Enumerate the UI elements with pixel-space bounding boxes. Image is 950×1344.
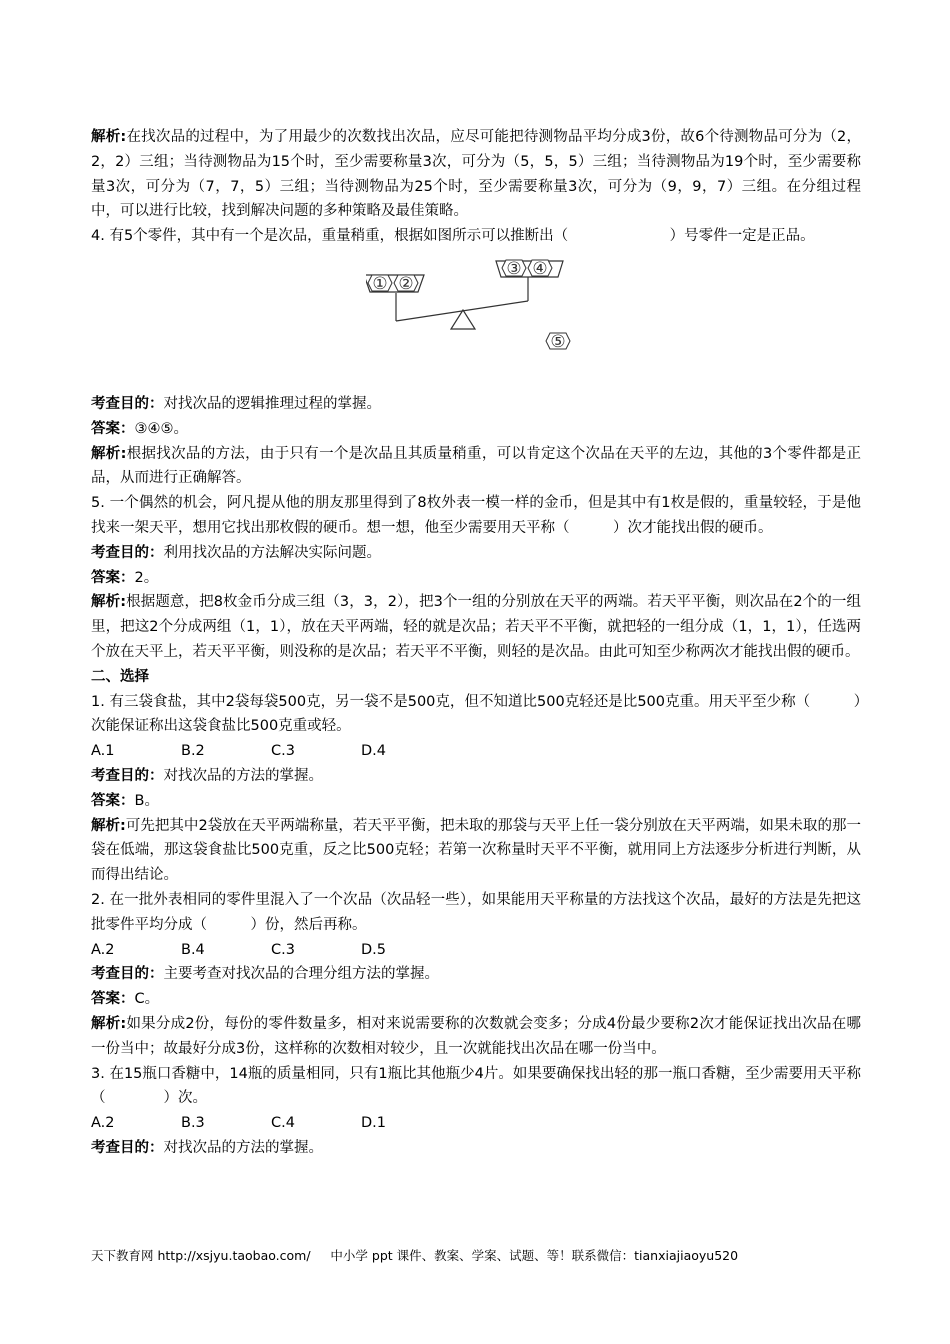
question-5: 5. 一个偶然的机会，阿凡提从他的朋友那里得到了8枚外表一模一样的金币，但是其中有1枚是假的，重量较轻，于是他找来一架天平，想用它找出那枚假的硬币。想一想，他至少需要用天平称（ ）次才能找出假的硬币。 (91, 495, 861, 536)
option-d: D.4 (361, 743, 386, 760)
option-a: A.2 (91, 941, 115, 958)
analysis-label: 解析: (91, 594, 127, 611)
analysis-label: 解析: (91, 445, 127, 462)
balance-scale-diagram (366, 259, 686, 379)
purpose-text: 利用找次品的方法解决实际问题。 (163, 544, 381, 561)
option-c: C.3 (271, 941, 295, 958)
part-3-label: ③ (506, 258, 522, 279)
c2-analysis (91, 1012, 861, 1062)
answer-label: 答案： (91, 420, 135, 437)
fulcrum (451, 310, 475, 329)
option-a: A.2 (91, 1115, 115, 1132)
analysis-text: 根据找次品的方法，由于只有一个是次品且其质量稍重，可以肯定这个次品在天平的左边，其他的3个零件都是正品，从而进行正确解答。 (91, 445, 861, 487)
answer-text: 2。 (134, 569, 159, 586)
answer-text: B。 (134, 792, 159, 809)
q4-purpose (91, 392, 861, 417)
option-b: B.4 (181, 941, 205, 958)
answer-text: C。 (134, 991, 160, 1008)
q5-purpose (91, 541, 861, 566)
analysis-text: 根据题意，把8枚金币分成三组（3，3，2），把3个一组的分别放在天平的两端。若天平平衡，则次品在2个的一组里，把这2个分成两组（1，1），放在天平两端，轻的就是次品；若天平不平衡，就把轻的一组分成（1，1，1），任选两个放在天平上，若天平平衡，则没称的是次品；若天平不平衡，则轻的是次品。由此可知至少称两次才能找出假的硬币。 (91, 594, 861, 660)
c2-purpose (91, 962, 861, 987)
section-heading: 二、选择 (91, 668, 149, 685)
analysis-label: 解析: (91, 129, 127, 145)
answer-text: ③④⑤。 (134, 420, 188, 437)
q3-analysis (91, 125, 861, 224)
choice-3-options (91, 1111, 861, 1136)
part-5-label: ⑤ (550, 331, 566, 352)
choice-2-options (91, 938, 861, 963)
q5-answer (91, 566, 861, 591)
purpose-label: 考查目的： (91, 767, 164, 784)
choice-1-options (91, 739, 861, 764)
purpose-label: 考查目的： (91, 395, 164, 412)
q4-analysis (91, 442, 861, 492)
answer-label: 答案： (91, 991, 135, 1008)
choice-question-2: 2. 在一批外表相同的零件里混入了一个次品（次品轻一些），如果能用天平称量的方法找这个次品，最好的方法是先把这批零件平均分成（ ）份，然后再称。 (91, 891, 861, 933)
option-c: C.3 (271, 743, 295, 760)
purpose-label: 考查目的： (91, 1139, 164, 1156)
purpose-text: 对找次品的逻辑推理过程的掌握。 (163, 395, 381, 412)
purpose-text: 主要考查对找次品的合理分组方法的掌握。 (163, 966, 439, 983)
c1-answer (91, 789, 861, 814)
analysis-label: 解析: (91, 817, 126, 834)
c2-answer (91, 987, 861, 1012)
answer-label: 答案： (91, 569, 135, 586)
part-1-label: ① (372, 273, 388, 294)
question-4: 4. 有5个零件，其中有一个是次品，重量稍重，根据如图所示可以推断出（ ）号零件一定是正品。 (91, 228, 815, 245)
balance-figure (91, 249, 861, 392)
document-page (91, 125, 861, 1161)
analysis-text: 在找次品的过程中，为了用最少的次数找出次品，应尽可能把待测物品平均分成3份，故6个待测物品可分为（2，2，2）三组；当待测物品为15个时，至少需要称量3次，可分为（5，5，5）三组；当待测物品为19个时，至少需要称量3次，可分为（7，7，5）三组；当待测物品为25个时，至少需要称量3次，可分为（9，9，7）三组。在分组过程中，可以进行比较，找到解决问题的多种策略及最佳策略。 (91, 129, 861, 220)
part-2-label: ② (398, 273, 414, 294)
purpose-label: 考查目的： (91, 544, 164, 561)
option-a: A.1 (91, 743, 115, 760)
option-d: D.1 (361, 1115, 386, 1132)
q4-answer (91, 417, 861, 442)
analysis-label: 解析: (91, 1015, 127, 1032)
c1-purpose (91, 764, 861, 789)
option-b: B.2 (181, 743, 205, 760)
option-b: B.3 (181, 1115, 205, 1132)
analysis-text: 如果分成2份，每份的零件数量多，相对来说需要称的次数就会变多；分成4份最少要称2次才能保证找出次品在哪一份当中；故最好分成3份，这样称的次数相对较少，且一次就能找出次品在哪一份当中。 (91, 1015, 861, 1057)
part-4-label: ④ (532, 258, 548, 279)
purpose-text: 对找次品的方法的掌握。 (163, 1139, 323, 1156)
choice-question-3: 3. 在15瓶口香糖中，14瓶的质量相同，只有1瓶比其他瓶少4片。如果要确保找出轻的那一瓶口香糖，至少需要用天平称（ ）次。 (91, 1065, 861, 1107)
c3-purpose (91, 1136, 861, 1161)
q5-analysis (91, 590, 861, 664)
analysis-text: 可先把其中2袋放在天平两端称量，若天平平衡，把未取的那袋与天平上任一袋分别放在天平两端，如果未取的那一袋在低端，那这袋食盐比500克重，反之比500克轻；若第一次称量时天平不平衡，就用同上方法逐步分析进行判断，从而得出结论。 (91, 817, 861, 884)
option-c: C.4 (271, 1115, 295, 1132)
c1-analysis (91, 814, 861, 888)
page-footer: 天下教育网 http://xsjyu.taobao.com/ 中小学 ppt 课件、教案、学案、试题、等！联系微信：tianxiajiaoyu520 (91, 1248, 739, 1263)
purpose-text: 对找次品的方法的掌握。 (163, 767, 323, 784)
choice-question-1: 1. 有三袋食盐，其中2袋每袋500克，另一袋不是500克，但不知道比500克轻还是比500克重。用天平至少称（ ）次能保证称出这袋食盐比500克重或轻。 (91, 693, 861, 735)
purpose-label: 考查目的： (91, 966, 164, 983)
answer-label: 答案： (91, 792, 135, 809)
option-d: D.5 (361, 941, 386, 958)
